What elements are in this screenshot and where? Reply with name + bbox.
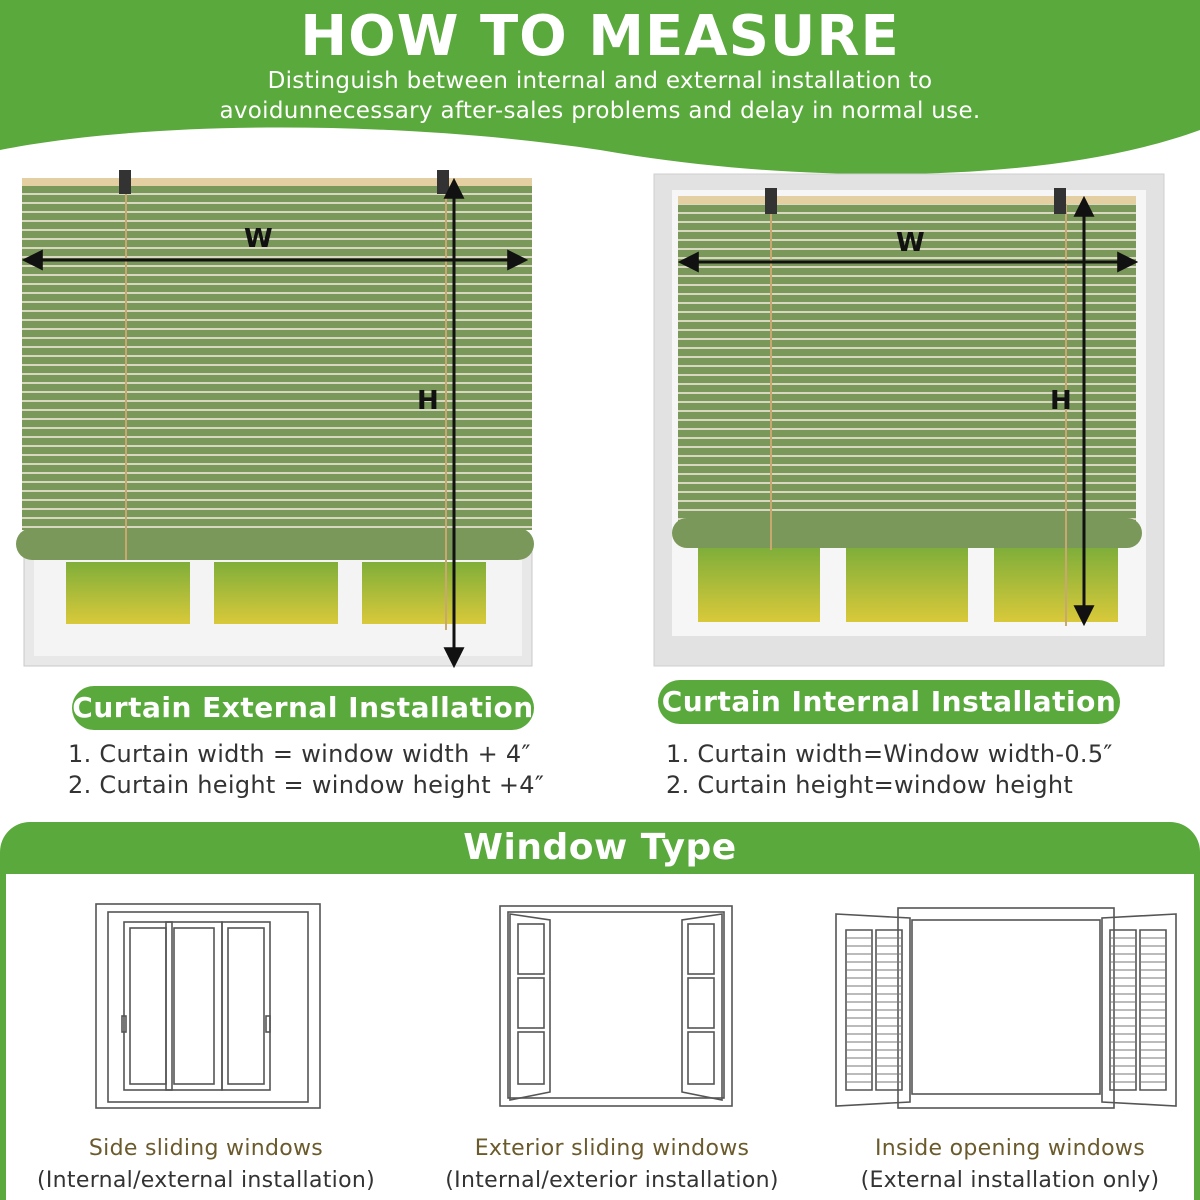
window-type-note: (Internal/external installation)	[37, 1168, 375, 1193]
window-pane-view	[66, 562, 190, 624]
sliding-window-icon	[94, 902, 322, 1110]
external-rule-width: 1. Curtain width = window width + 4″	[68, 740, 531, 768]
blind-roll	[16, 528, 534, 560]
external-installation-label: Curtain External Installation	[72, 686, 534, 730]
window-type-name: Inside opening windows	[875, 1136, 1145, 1161]
subtitle-line-2: avoidunnecessary after-sales problems and delay in normal use.	[219, 98, 981, 124]
window-type-note: (External installation only)	[860, 1168, 1160, 1193]
bracket-icon	[119, 170, 131, 194]
window-type-title: Window Type	[463, 827, 737, 868]
window-pane-view	[214, 562, 338, 624]
internal-installation-label: Curtain Internal Installation	[658, 680, 1120, 724]
height-label: H	[1050, 386, 1072, 416]
bracket-icon	[437, 170, 449, 194]
window-type-name: Exterior sliding windows	[474, 1136, 750, 1161]
window-pane-view	[698, 548, 820, 622]
width-label: W	[896, 228, 925, 258]
window-pane-view	[846, 548, 968, 622]
window-pane-view	[362, 562, 486, 624]
bracket-icon	[1054, 188, 1066, 214]
window-type-name: Side sliding windows	[88, 1136, 324, 1161]
bracket-icon	[765, 188, 777, 214]
internal-rule-width: 1. Curtain width=Window width-0.5″	[666, 740, 1113, 768]
exterior-window-icon	[498, 904, 734, 1108]
blind-roll	[672, 518, 1142, 548]
external-rule-height: 2. Curtain height = window height +4″	[68, 771, 545, 799]
blind-top-rail	[678, 196, 1136, 204]
page-title: HOW TO MEASURE	[300, 4, 900, 69]
height-label: H	[417, 386, 439, 416]
window-pane-view	[994, 548, 1118, 622]
internal-rule-height: 2. Curtain height=window height	[666, 771, 1074, 799]
subtitle-line-1: Distinguish between internal and external installation to	[267, 68, 933, 94]
width-label: W	[244, 224, 273, 254]
shutter-window-icon	[832, 906, 1180, 1112]
window-type-note: (Internal/exterior installation)	[445, 1168, 779, 1193]
external-installation-diagram	[0, 160, 560, 680]
